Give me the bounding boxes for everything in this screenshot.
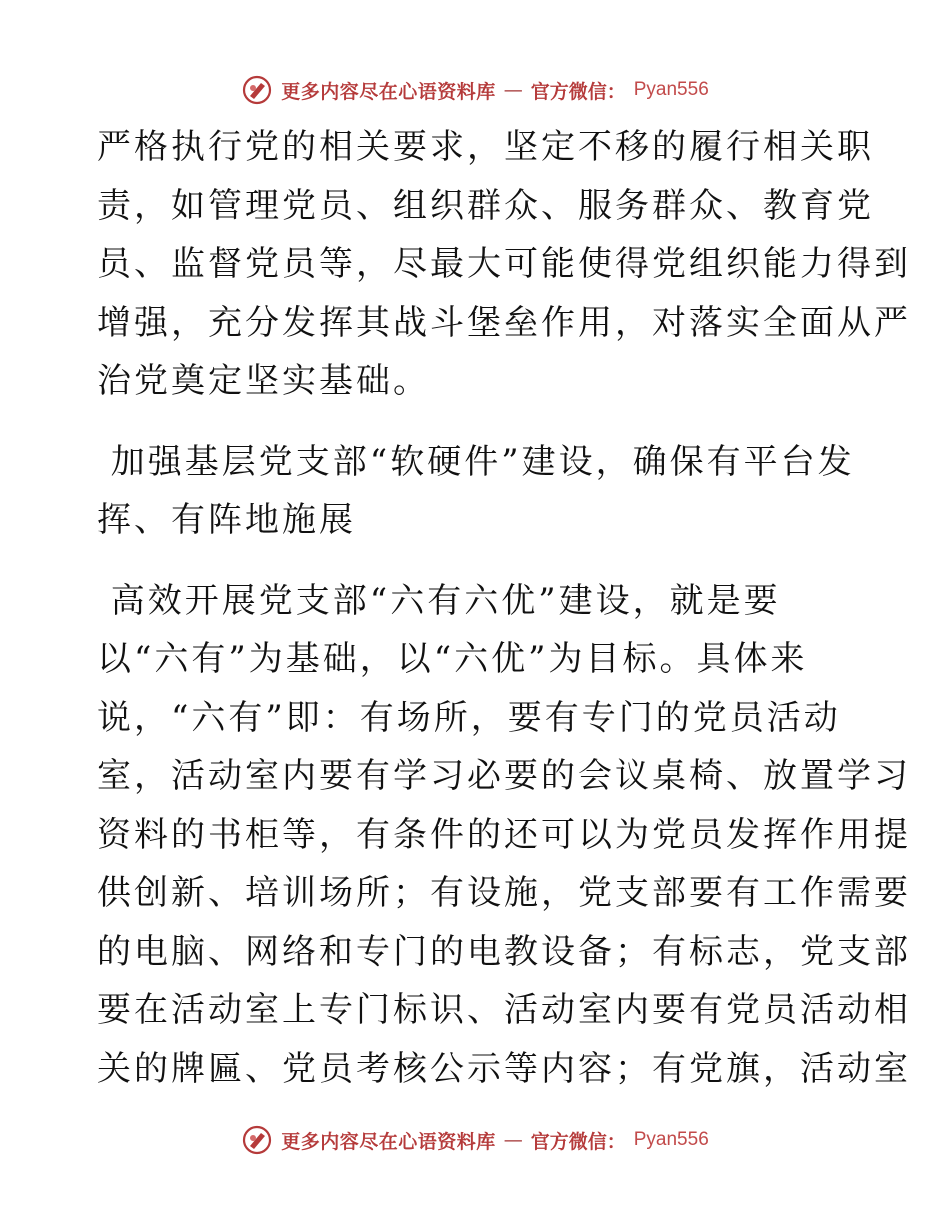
paragraph-2: [97, 572, 911, 1099]
banner-wechat-id: Pyan556: [633, 79, 709, 100]
banner-text: 更多内容尽在心语资料库: [281, 1130, 496, 1153]
brand-logo-icon: [241, 1124, 273, 1156]
header-banner: [0, 70, 950, 110]
heading-line: 挥、有阵地施展: [97, 500, 356, 540]
text-line: 治党奠定坚实基础。: [97, 361, 430, 401]
banner-wechat-id: Pyan556: [633, 1129, 709, 1150]
footer-banner: [0, 1120, 950, 1160]
banner-wechat-label: 官方微信：: [530, 80, 626, 103]
text-line: 员、监督党员等，尽最大可能使得党组织能力得到: [97, 244, 911, 284]
document-body: [97, 118, 911, 1098]
brand-logo-icon: [241, 74, 273, 106]
text-line: 供创新、培训场所；有设施，党支部要有工作需要: [97, 873, 911, 913]
banner-text: 更多内容尽在心语资料库: [281, 80, 496, 103]
text-line: 增强，充分发挥其战斗堡垒作用，对落实全面从严: [97, 302, 911, 343]
heading-line: 加强基层党支部“软硬件”建设，确保有平台发: [97, 441, 855, 482]
section-heading: [97, 433, 857, 550]
text-line: 说，“六有”即：有场所，要有专门的党员活动: [97, 697, 841, 738]
text-line: 以“六有”为基础，以“六优”为目标。具体来: [97, 639, 808, 679]
text-line: 严格执行党的相关要求，坚定不移的履行相关职: [97, 127, 874, 167]
text-line: 关的牌匾、党员考核公示等内容；有党旗，活动室: [97, 1048, 911, 1089]
banner-dash: —: [503, 1129, 523, 1151]
text-line: 高效开展党支部“六有六优”建设，就是要: [97, 580, 781, 621]
text-line: 要在活动室上专门标识、活动室内要有党员活动相: [97, 990, 911, 1030]
text-line: 室，活动室内要有学习必要的会议桌椅、放置学习: [97, 756, 911, 796]
banner-dash: —: [503, 79, 523, 101]
text-line: 资料的书柜等，有条件的还可以为党员发挥作用提: [97, 814, 911, 855]
text-line: 的电脑、网络和专门的电教设备；有标志，党支部: [97, 931, 911, 972]
text-line: 责，如管理党员、组织群众、服务群众、教育党: [97, 185, 874, 226]
paragraph-1: [97, 118, 911, 411]
banner-wechat-label: 官方微信：: [530, 1130, 626, 1153]
